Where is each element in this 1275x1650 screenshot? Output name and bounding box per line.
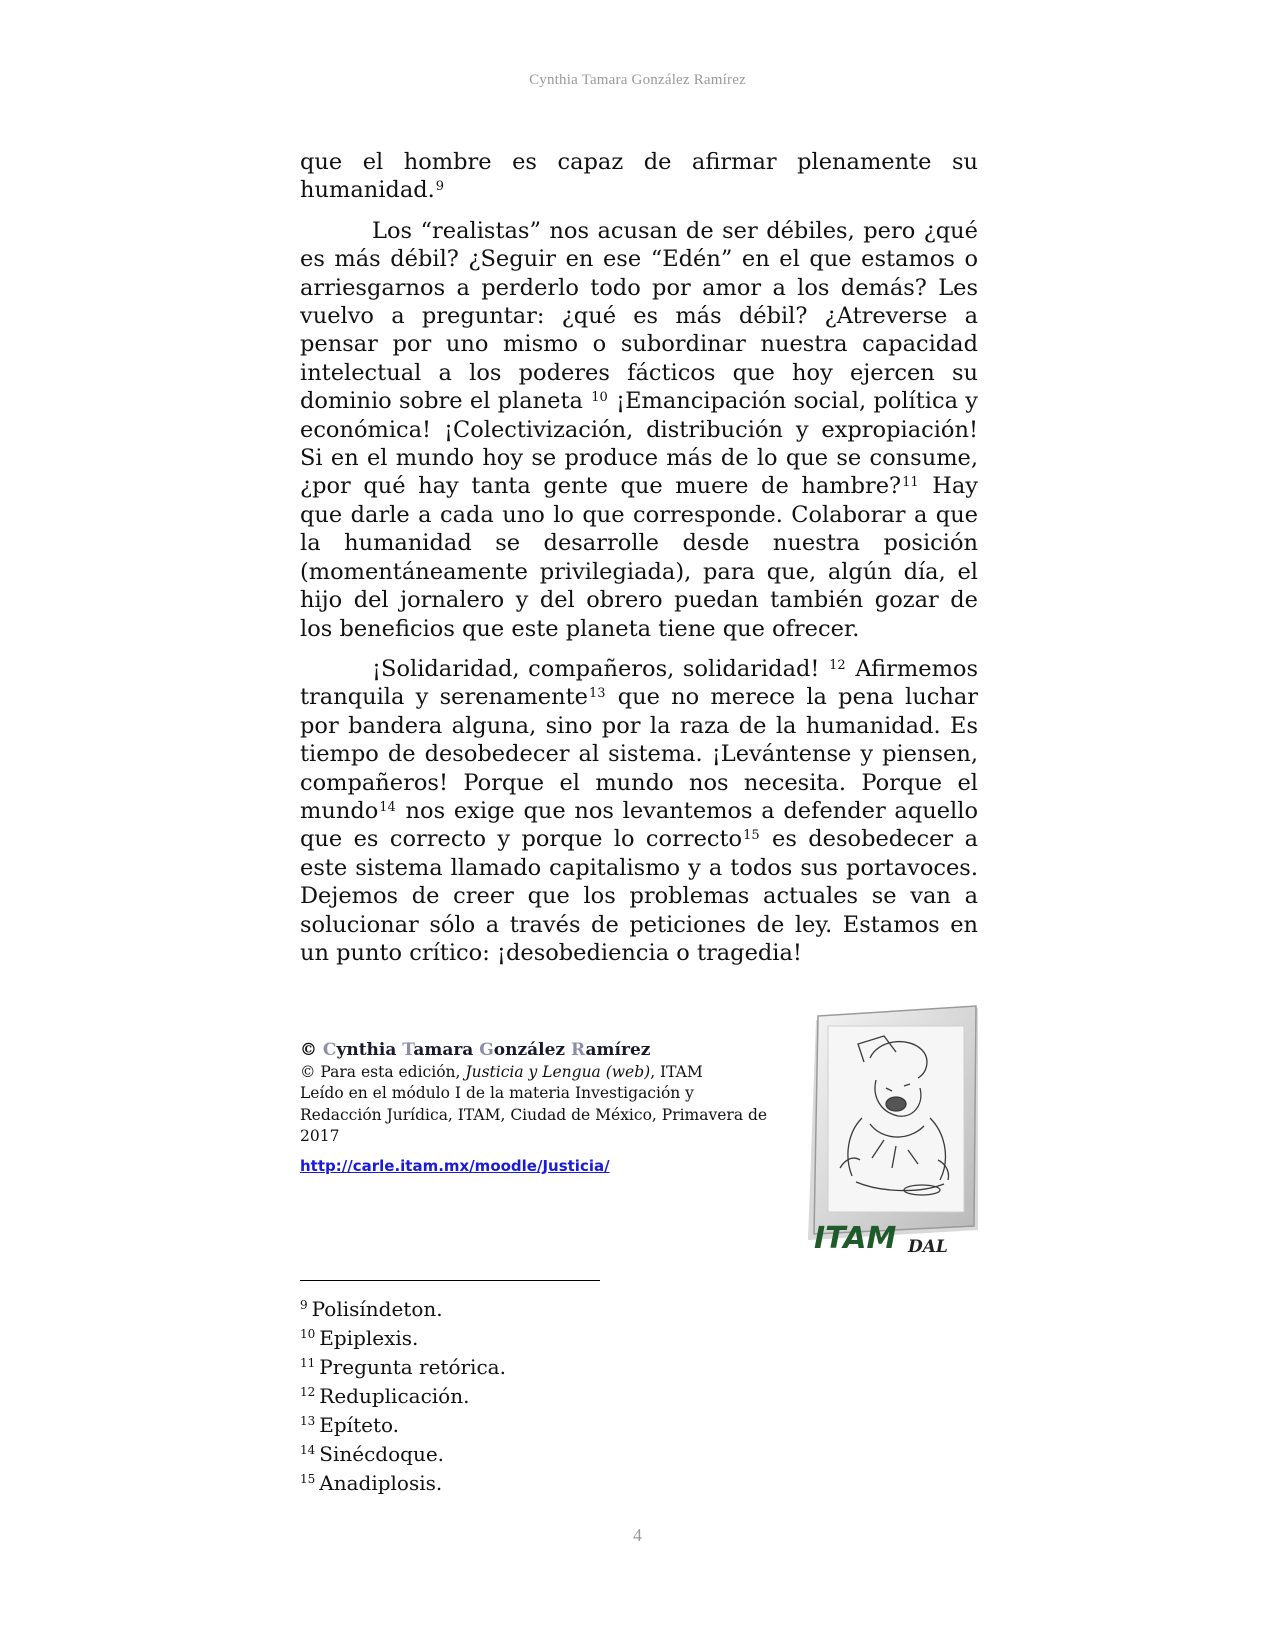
footnote-text: Pregunta retórica. bbox=[319, 1355, 506, 1379]
itam-dal-logo bbox=[800, 1000, 980, 1260]
text-span: que no merece la pena luchar por bandera alguna, sino por la raza de la humanidad. Es tiempo de desobedecer al sistema. ¡Levántense y piensen, compañeros! Porque el mundo nos necesita. Porque el mundo bbox=[300, 684, 978, 824]
footnote-text: Anadiplosis. bbox=[319, 1471, 443, 1495]
footnote-ref-15[interactable]: 15 bbox=[743, 828, 760, 844]
paragraph-realistas bbox=[300, 217, 978, 643]
credits-read-note: Leído en el módulo I de la materia Investigación y Redacción Jurídica, ITAM, Ciudad de México, Primavera de 2017 bbox=[300, 1084, 768, 1145]
text-span: T bbox=[402, 1040, 414, 1060]
footnote-ref-9[interactable]: 9 bbox=[435, 179, 445, 195]
text-span: ¡Emancipación social, política y económica! ¡Colectivización, distribución y expropiación! Si en el mundo hoy se produce más de lo que se consume, ¿por qué hay tanta gente que muere de hambre? bbox=[300, 388, 978, 500]
footnote-13 bbox=[300, 1411, 900, 1440]
copyright-symbol: © bbox=[300, 1040, 317, 1060]
text-span: onzález bbox=[493, 1040, 571, 1060]
footnote-ref-10[interactable]: 10 bbox=[591, 390, 608, 406]
text-span: G bbox=[479, 1040, 494, 1060]
text-span: amara bbox=[413, 1040, 480, 1060]
edition-title: Justicia y Lengua (web) bbox=[465, 1062, 651, 1081]
credits-block bbox=[300, 1040, 780, 1177]
running-header: Cynthia Tamara González Ramírez bbox=[529, 72, 746, 88]
text-span: que el hombre es capaz de afirmar plenamente su humanidad. bbox=[300, 149, 978, 204]
dal-logo-text: DAL bbox=[908, 1237, 948, 1257]
text-span: es desobedecer a este sistema llamado capitalismo y a todos sus portavoces. Dejemos de creer que los problemas actuales se van a solucionar sólo a través de peticiones de ley. Estamos en un punto crítico: ¡desobediencia o tragedia! bbox=[300, 826, 978, 966]
text-span: , ITAM bbox=[650, 1062, 703, 1081]
paragraph-continuation bbox=[300, 148, 978, 205]
footnote-10 bbox=[300, 1324, 900, 1353]
footnote-text: Sinécdoque. bbox=[319, 1442, 445, 1466]
text-span: ¡Solidaridad, compañeros, solidaridad! bbox=[372, 655, 820, 682]
footnote-ref-12[interactable]: 12 bbox=[829, 657, 846, 673]
footnote-ref-14[interactable]: 14 bbox=[379, 799, 396, 815]
footnote-number: 10 bbox=[300, 1327, 316, 1341]
footnote-text: Epiplexis. bbox=[319, 1326, 419, 1350]
logo-graphic bbox=[800, 1000, 980, 1260]
itam-logo-text: ITAM bbox=[814, 1221, 897, 1256]
footnote-12 bbox=[300, 1382, 900, 1411]
footnote-15 bbox=[300, 1469, 900, 1498]
text-span: Afirmemos tranquila y serenamente bbox=[300, 655, 979, 711]
credits-author bbox=[300, 1040, 780, 1062]
footnote-number: 11 bbox=[300, 1356, 316, 1370]
body-text bbox=[300, 148, 978, 979]
text-span: C bbox=[322, 1040, 337, 1060]
footnote-number: 9 bbox=[300, 1298, 308, 1312]
text-span: nos exige que nos levantemos a defender aquello que es correcto y porque lo correcto bbox=[300, 797, 978, 853]
text-span: Los “realistas” nos acusan de ser débiles, pero ¿qué es más débil? ¿Seguir en ese “Edén” en el que estamos o arriesgarnos a perderlo todo por amor a los demás? Les vuelvo a preguntar: ¿qué es más débil? ¿Atreverse a pensar por uno mismo o subordinar nuestra capacidad intelectual a los poderes fácticos que hoy ejercen su dominio sobre el planeta bbox=[300, 217, 978, 415]
footnote-number: 13 bbox=[300, 1414, 316, 1428]
footnote-separator bbox=[300, 1280, 600, 1281]
footnotes-list bbox=[300, 1295, 900, 1498]
text-span: ynthia bbox=[336, 1040, 403, 1060]
footnote-9 bbox=[300, 1295, 900, 1324]
footnote-ref-11[interactable]: 11 bbox=[902, 475, 919, 491]
footnote-number: 14 bbox=[300, 1443, 316, 1457]
text-span: Hay que darle a cada uno lo que corresponde. Colaborar a que la humanidad se desarrolle desde nuestra posición (momentáneamente privilegiada), para que, algún día, el hijo del jornalero y del obrero puedan también gozar de los beneficios que este planeta tiene que ofrecer. bbox=[300, 473, 979, 642]
footnote-11 bbox=[300, 1353, 900, 1382]
text-span: © Para esta edición, bbox=[300, 1062, 466, 1081]
footnote-number: 12 bbox=[300, 1385, 316, 1399]
footnote-text: Epíteto. bbox=[319, 1413, 400, 1437]
footnote-text: Reduplicación. bbox=[319, 1384, 470, 1408]
footnote-14 bbox=[300, 1440, 900, 1469]
paragraph-solidaridad bbox=[300, 655, 978, 967]
page-number: 4 bbox=[633, 1525, 642, 1545]
footnote-number: 15 bbox=[300, 1472, 316, 1486]
footnote-text: Polisíndeton. bbox=[311, 1297, 443, 1321]
footnote-ref-13[interactable]: 13 bbox=[588, 686, 606, 702]
credits-url-link[interactable]: http://carle.itam.mx/moodle/Justicia/ bbox=[300, 1156, 610, 1175]
credits-edition bbox=[300, 1062, 780, 1084]
text-span: amírez bbox=[585, 1040, 651, 1060]
text-span: R bbox=[571, 1040, 586, 1060]
